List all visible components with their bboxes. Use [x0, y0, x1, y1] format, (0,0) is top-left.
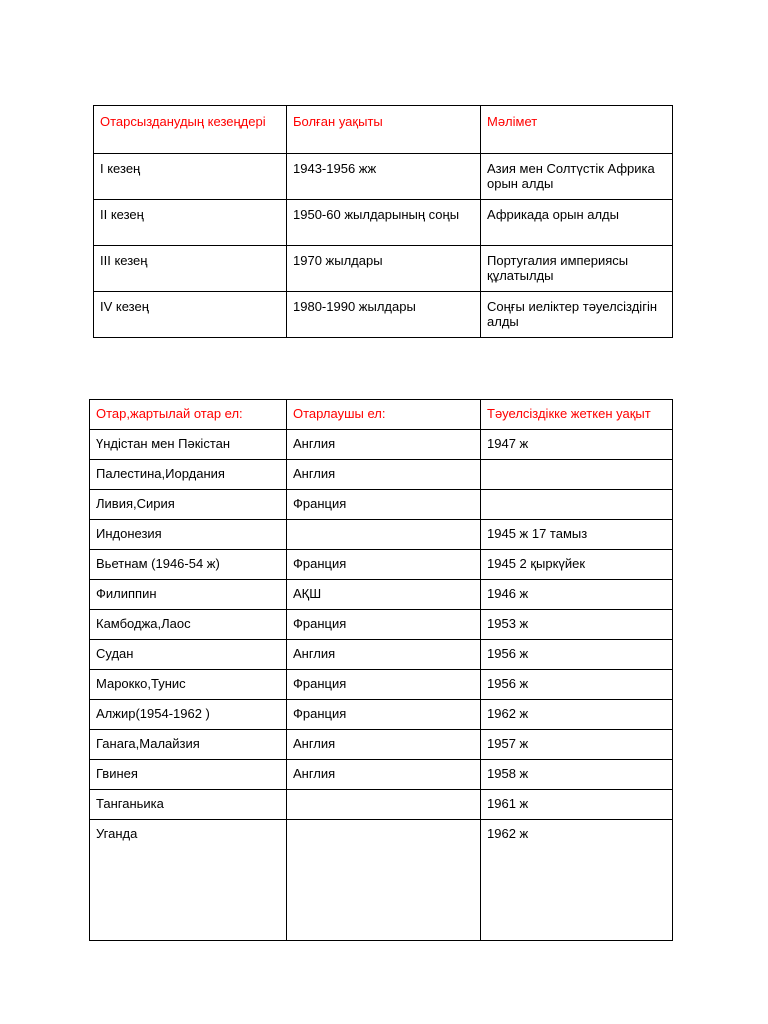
- table-cell: 1946 ж: [481, 580, 673, 610]
- table-cell: Палестина,Иордания: [90, 460, 287, 490]
- table-cell: Индонезия: [90, 520, 287, 550]
- table-cell: Азия мен Солтүстік Африка орын алды: [481, 154, 673, 200]
- table-row: [90, 520, 673, 550]
- table-cell: III кезең: [94, 246, 287, 292]
- table-row: [90, 610, 673, 640]
- header-cell: Мәлімет: [481, 106, 673, 154]
- table-cell: [287, 790, 481, 820]
- table-cell: Франция: [287, 610, 481, 640]
- table-cell: 1943-1956 жж: [287, 154, 481, 200]
- table-cell: Франция: [287, 700, 481, 730]
- table-cell: Африкада орын алды: [481, 200, 673, 246]
- table-cell: Англия: [287, 430, 481, 460]
- table-cell: Үндістан мен Пәкістан: [90, 430, 287, 460]
- table-row: [94, 246, 673, 292]
- header-cell: Отар,жартылай отар ел:: [90, 400, 287, 430]
- table-cell: Англия: [287, 730, 481, 760]
- table-row: [90, 490, 673, 520]
- table-header-row: [90, 400, 673, 430]
- table-row: [90, 640, 673, 670]
- table-cell: [287, 520, 481, 550]
- table-cell: 1945 2 қыркүйек: [481, 550, 673, 580]
- table-row: [90, 430, 673, 460]
- table-row: [90, 550, 673, 580]
- table-cell: Ганага,Малайзия: [90, 730, 287, 760]
- table-row: [90, 730, 673, 760]
- colonies-independence-table: [89, 399, 673, 941]
- table-row: [94, 292, 673, 338]
- table-row: [90, 460, 673, 490]
- header-cell: Отарлаушы ел:: [287, 400, 481, 430]
- table-cell: Англия: [287, 460, 481, 490]
- table-cell: Филиппин: [90, 580, 287, 610]
- table-cell: Марокко,Тунис: [90, 670, 287, 700]
- table-cell: 1961 ж: [481, 790, 673, 820]
- table-cell: Гвинея: [90, 760, 287, 790]
- table-cell: Франция: [287, 490, 481, 520]
- table-cell: Португалия империясы құлатылды: [481, 246, 673, 292]
- table-row: [94, 200, 673, 246]
- table-cell: [287, 820, 481, 941]
- table-cell: 1945 ж 17 тамыз: [481, 520, 673, 550]
- table-cell: Судан: [90, 640, 287, 670]
- table-row: [90, 700, 673, 730]
- table-cell: II кезең: [94, 200, 287, 246]
- decolonization-stages-table: [93, 105, 673, 338]
- table-row: [90, 790, 673, 820]
- table-row: [90, 820, 673, 941]
- table-cell: Франция: [287, 550, 481, 580]
- table-cell: Франция: [287, 670, 481, 700]
- table-cell: Англия: [287, 760, 481, 790]
- table-cell: IV кезең: [94, 292, 287, 338]
- table-cell: 1980-1990 жылдары: [287, 292, 481, 338]
- table-cell: I кезең: [94, 154, 287, 200]
- table-cell: [481, 490, 673, 520]
- table-cell: Камбоджа,Лаос: [90, 610, 287, 640]
- header-cell: Тәуелсіздікке жеткен уақыт: [481, 400, 673, 430]
- table-cell: Танганьика: [90, 790, 287, 820]
- table-cell: Соңғы иеліктер тәуелсіздігін алды: [481, 292, 673, 338]
- table-cell: Алжир(1954-1962 ): [90, 700, 287, 730]
- table-cell: 1956 ж: [481, 670, 673, 700]
- table-row: [90, 760, 673, 790]
- table-cell: 1956 ж: [481, 640, 673, 670]
- table-cell: [481, 460, 673, 490]
- table-cell: 1958 ж: [481, 760, 673, 790]
- table-cell: 1947 ж: [481, 430, 673, 460]
- table-cell: 1953 ж: [481, 610, 673, 640]
- table-cell: Англия: [287, 640, 481, 670]
- table-cell: 1970 жылдары: [287, 246, 481, 292]
- table-row: [90, 580, 673, 610]
- table-cell: 1962 ж: [481, 820, 673, 941]
- header-cell: Отарсызданудың кезеңдері: [94, 106, 287, 154]
- table-cell: 1962 ж: [481, 700, 673, 730]
- table-cell: 1950-60 жылдарының соңы: [287, 200, 481, 246]
- table-header-row: [94, 106, 673, 154]
- header-cell: Болған уақыты: [287, 106, 481, 154]
- table-row: [94, 154, 673, 200]
- table-row: [90, 670, 673, 700]
- table-cell: Уганда: [90, 820, 287, 941]
- table-cell: 1957 ж: [481, 730, 673, 760]
- table-cell: Вьетнам (1946-54 ж): [90, 550, 287, 580]
- table-cell: АҚШ: [287, 580, 481, 610]
- table-cell: Ливия,Сирия: [90, 490, 287, 520]
